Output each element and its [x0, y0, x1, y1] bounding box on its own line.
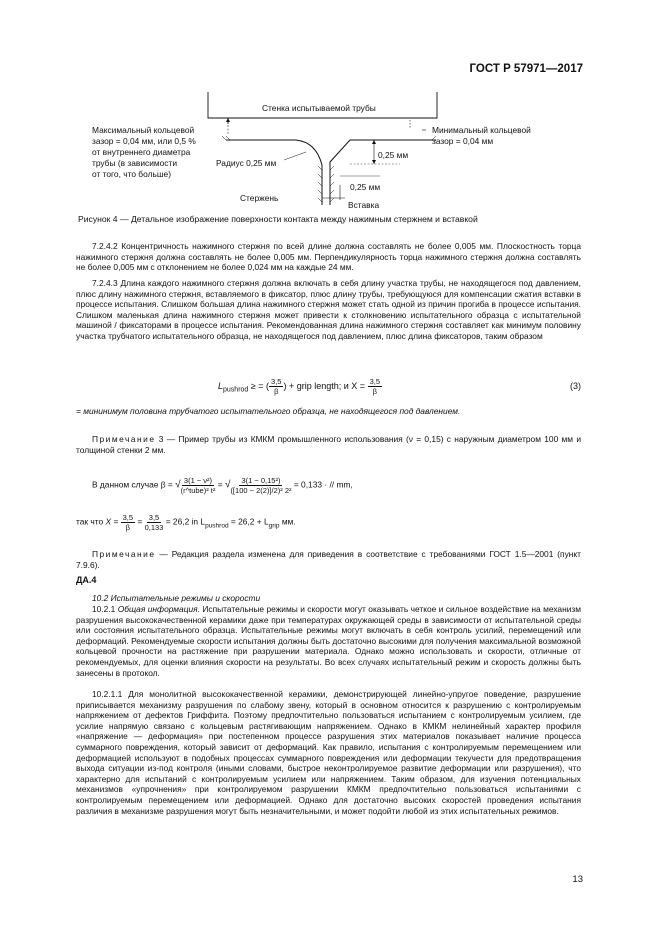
case-num1: 3(1 − ν²): [183, 476, 213, 485]
so-mm: мм.: [281, 516, 296, 527]
min-gap-label-1: Минимальный кольцевой: [432, 125, 531, 135]
case-frac-2: [230, 476, 291, 495]
so-text: так что: [76, 516, 104, 527]
subsection-10-2: 10.2 Испытательные режимы и скорости: [92, 593, 261, 603]
eq3-lhs: L: [218, 380, 224, 391]
p-10-2-1-lead: 10.2.1: [92, 604, 118, 614]
figure-caption: Рисунок 4 — Детальное изображение поверхности контакта между нажимным стержнем и вставкой: [78, 214, 478, 224]
paragraph-10-2-1-1: 10.2.1.1 Для монолитной высококачественной керамики, демонстрирующей линейно-упругое поведение, разрушение приписывается механизму разрушения по слабому звену, который в основном относится к разрушению с контролируемым напряжением от дефектов Гриффита. Поэтому предпочтительно пользоваться испытанием с контролируемым усилием, где усилие напрямую связано с кольцевым растягивающим напряжением. Однако в КМКМ нелинейный характер профиля «напряжение — деформация» при постепенном процессе разрушения этих материалов показывает наличие процесса суммарного повреждения, который зависит от деформаций. Как правило, испытания с контролируемым перемещением или деформацией используют в подобных процессах суммарного повреждения или деформации текучести для предотвращения выхода ситуации из-под контроля (иными словами, быстрое неконтролируемое развитие деформации или разрушения), что характерно для испытаний с контролируемым усилием или напряжением. Таким образом, для изучения потенциальных механизмов «упрочнения» при контролируемом разрушении КМКМ предпочтительно пользоваться испытаниями с контролируемым перемещением или деформацией. Однако для достаточно высоких скоростей проведения испытания различия в механизме разрушения могут быть незначительными, и может подойти любой из этих испытательных режимов.: [76, 689, 581, 816]
eq3-frac-2: [368, 377, 382, 396]
equation-note: = мининимум половина трубчатого испытательного образца, не находящегося под давлением.: [76, 406, 461, 416]
note-4: [76, 549, 581, 570]
note-3: [76, 434, 581, 455]
eq3-den: β: [274, 387, 279, 396]
note-3-label: Примечание: [92, 434, 156, 444]
equation-3: $L_{pushrod}$ ≥ = ( $\frac{3,5}{\beta}$ ) + grip length; и X = $\frac{3,5}{\beta}$: [218, 377, 380, 396]
so-formula: так что X = $\frac{3,5}{\beta}$ = $\frac{3,5}{0,133}$ = 26,2 in $L_{pushrod} = 26,2 + L_{grip}$ мм.: [76, 513, 296, 532]
case-den2: ([100 − 2(2)]/2)² 2²: [230, 486, 292, 495]
paragraph-10-2-1: [76, 604, 581, 678]
case-result: = 0,133 · // mm,: [293, 479, 353, 490]
equation-number: (3): [570, 381, 581, 391]
note-3-text: 3 — Пример трубы из КМКМ промышленного использования (ν = 0,15) с наружным диаметром 100 мм и толщиной стенки 2 мм.: [76, 434, 581, 455]
so-x: X =: [105, 516, 119, 527]
so-frac-1: [121, 513, 135, 532]
so-n2: 3,5: [148, 513, 160, 522]
case-formula: В данном случае β = √ $\frac{\text{3(1 − ν²)}}{\text{(r\textasciicircum{}tube)² t²}}$ = √ $\frac{\text{3(1 − 0,15²)}}{\text{([100 − 2(2)]/2)² 2²}}$ = 0,133 · // mm,: [92, 476, 353, 495]
so-frac-2: [145, 513, 164, 532]
note-4-label: Примечание: [92, 549, 156, 559]
so-n1: 3,5: [122, 513, 134, 522]
p-10-2-1-body: Испытательные режимы и скорости могут оказывать четкое и сильное воздействие на механизм разрушения высококачественной керамики даже при температурах окружающей среды в зависимости от испытательной среды или состояния испытательного образца. Испытательные режимы могут включать в себя контроль усилий, перемещений или деформаций. Рекомендуемые скорости испытания должны быть достаточно высокими для получения максимальной возможной кольцевой прочности на растяжение при разрушении материала. Однако можно использовать и скорости, отличные от рекомендуемых, для оценки влияния скорости на результаты. Во всех случаях испытательный режим и скорость должны быть занесены в протокол.: [76, 604, 581, 678]
eq3-num: 3,5: [271, 377, 282, 386]
eq3-ge: ≥ =: [250, 380, 264, 391]
case-text: В данном случае: [92, 479, 159, 490]
document-id: ГОСТ Р 57971—2017: [469, 63, 583, 75]
so-d2: 0,133: [144, 523, 164, 532]
eq3-mid: + grip length; и X =: [288, 380, 366, 391]
max-gap-label-1: Максимальный кольцевой: [92, 125, 195, 135]
eq3-frac-1: [269, 377, 283, 396]
rod-label: Стержень: [240, 193, 279, 203]
page-number: 13: [572, 874, 583, 885]
so-sub: pushrod: [205, 522, 229, 530]
so-tail: = 26,2 in L: [165, 516, 206, 527]
max-gap-label-3: от внутреннего диаметра: [92, 147, 191, 157]
dim-label-1: 0,25 мм: [378, 150, 409, 160]
max-gap-label-2: зазор = 0,04 мм, или 0,5 %: [92, 136, 196, 146]
eq3-num2: 3,5: [369, 377, 380, 386]
max-gap-label-4: трубы (в зависимости: [92, 158, 177, 168]
eq3-den2: β: [372, 387, 377, 396]
case-beta: β =: [160, 479, 173, 490]
max-gap-label-5: от того, что больше): [92, 169, 171, 179]
case-den1: (r^tube)² t²: [180, 486, 216, 495]
radius-label: Радиус 0,25 мм: [216, 158, 277, 168]
wall-label: Стенка испытываемой трубы: [262, 103, 376, 113]
figure-4-diagram: [0, 0, 661, 240]
case-num2: 3(1 − 0,15²): [241, 476, 281, 485]
case-frac-1: [181, 476, 216, 495]
min-gap-label-2: зазор = 0,04 мм: [432, 136, 494, 146]
dim-label-2: 0,25 мм: [350, 182, 381, 192]
insert-label: Вставка: [348, 200, 380, 210]
paragraph-7-2-4-2: 7.2.4.2 Концентричность нажимного стержня по всей длине должна составлять не более 0,005 мм. Плоскостность торца нажимного стержня должна составлять не более 0,005 мм. Перпендикулярность торца нажимного стержня должна составлять не более 0,005 мм с отклонением не более 0,024 мм на каждые 24 мм.: [76, 241, 581, 273]
so-d1: β: [125, 523, 130, 532]
eq3-sub: pushrod: [223, 386, 249, 394]
note-4-text: — Редакция раздела изменена для приведения в соответствие с требованиями ГОСТ 1.5—2001 (пункт 7.9.6).: [76, 549, 581, 570]
so-tail2: = 26,2 + L: [230, 516, 269, 527]
section-heading: ДА.4: [76, 575, 97, 585]
so-sub2: grip: [268, 522, 280, 530]
p-10-2-1-italic: Общая информация.: [117, 604, 200, 614]
paragraph-7-2-4-3: 7.2.4.3 Длина каждого нажимного стержня должна включать в себя длину участка трубы, не находящегося под давлением, плюс длину нажимного стержня, вставляемого в фиксатор, плюс длину трубы, требующуюся для компенсации сжатия вставки в процессе испытания. Слишком большая длина нажимного стержня может стать одной из причин прогиба в процессе испытания. Слишком маленькая длина нажимного стержня может привести к столкновению испытательного образца с испытательной машиной / фиксаторами в процессе испытания. Рекомендованная длина нажимного стержня составляет как минимум половину участка трубчатого испытательного образца, не находящегося под давлением, плюс длина фиксаторов, таким образом: [76, 278, 581, 341]
